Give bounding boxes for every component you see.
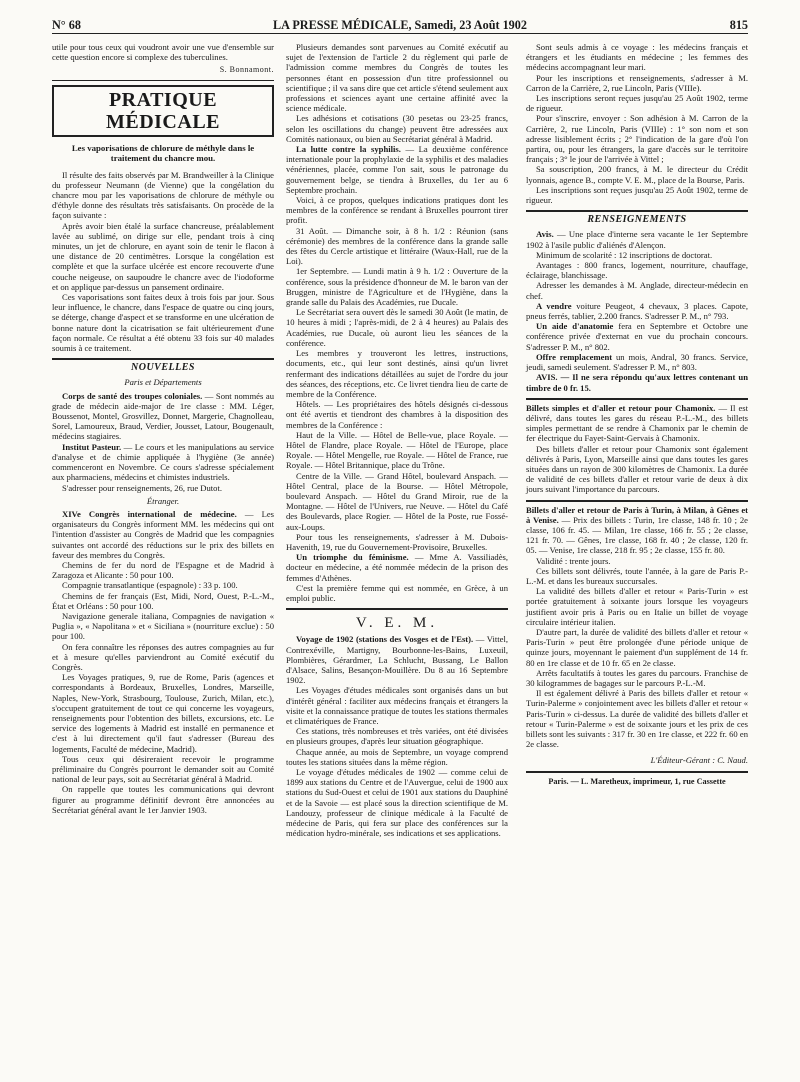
divider (526, 500, 748, 502)
keyword: Billets d'aller et retour de Paris à Turin, à Milan, à Gênes et à Venise. (526, 504, 748, 525)
issue-number: N° 68 (52, 18, 81, 32)
article-title: Les vaporisations de chlorure de méthyle dans le traitement du chancre mou. (71, 142, 255, 164)
paragraph: On rappelle que toutes les communications qui devront figurer au programme définitif devront être annoncées au Secrétariat général avant le 1er Janvier 1903. (52, 784, 274, 815)
divider (52, 358, 274, 360)
journal-title: LA PRESSE MÉDICALE, Samedi, 23 Août 1902 (273, 18, 527, 32)
column-2 (286, 42, 508, 838)
text: — Les organisateurs du Congrès informent MM. les médecins qui ont l'intention d'assister au Congrès de Madrid que les compagnies suivantes ont accordé des réductions sur le prix des billets en faveur des membres du Congrès. (52, 508, 274, 560)
paragraph: Plusieurs demandes sont parvenues au Comité exécutif au sujet de l'extension de l'article 2 du règlement qui parle de l'admission comme membres du Congrès de toutes les personnes étant en possession d'un titre professionnel ou scientifique ; il va sans dire que cet article s'étend seulement aux professions et sciences ayant une certaine affinité avec la science médicale. (286, 42, 508, 114)
divider (526, 398, 748, 400)
paragraph: Compagnie transatlantique (espagnole) : 33 p. 100. (62, 580, 238, 591)
paragraph: Avantages : 800 francs, logement, nourriture, chauffage, éclairage, blanchissage. (526, 260, 748, 281)
paragraph: Ces billets sont délivrés, toute l'année, à la gare de Paris P.-L.-M. et dans les bureaux succursales. (526, 565, 748, 586)
paragraph: On fera connaître les réponses des autres compagnies au fur et à mesure qu'elles parviendront au Comité exécutif du Congrès. (52, 641, 274, 672)
section-title: PRATIQUE MÉDICALE (52, 85, 274, 137)
keyword: Corps de santé des troupes coloniales. (62, 390, 203, 401)
paragraph: Les inscriptions seront reçues jusqu'au 25 Août 1902, terme de rigueur. (526, 93, 748, 114)
text: un mois, Andral, 30 francs. Service, jeudi, samedi seulement. S'adresser P. M., n° 803. (526, 351, 748, 373)
paragraph: 1er Septembre. — Lundi matin à 9 h. 1/2 : Ouverture de la conférence, sous la présidence d'honneur de M. le baron van der Bruggen, ministre de l'Agriculture et de l'Hygiène, dans la grande salle du Palais des Académies, rue Ducale. (286, 266, 508, 308)
text: — Une place d'interne sera vacante le 1er Septembre 1902 à l'asile public d'aliénés d'Alençon. (526, 229, 748, 250)
paragraph: Les inscriptions sont reçues jusqu'au 25 Août 1902, terme de rigueur. (526, 184, 748, 206)
paragraph: Minimum de scolarité : 12 inscriptions de doctorat. (536, 249, 713, 260)
divider (286, 608, 508, 610)
paragraph (526, 352, 748, 372)
imprint: Paris. — L. Maretheux, imprimeur, 1, rue Cassette (548, 776, 726, 786)
paragraph: Des billets d'aller et retour pour Chamonix sont également délivrés à Paris, Lyon, Marseille ainsi que dans toutes les gares situées dans un rayon de 300 kilomètres de Chamonix. La durée de validité de ces billets d'aller et retour varie de deux à dix jours suivant l'importance du parcours. (526, 443, 748, 495)
keyword: Billets simples et d'aller et retour pour Chamonix. (526, 402, 716, 413)
notice: AVIS. — Il ne sera répondu qu'aux lettres contenant un timbre de 0 fr. 15. (526, 372, 748, 393)
section-nouvelles: NOUVELLES (131, 362, 195, 374)
paragraph (286, 552, 508, 583)
paragraph (526, 403, 748, 444)
keyword: Institut Pasteur. (62, 441, 122, 452)
paragraph: Chemins de fer du nord de l'Espagne et de Madrid à Zaragoza et Alicante : 50 pour 100. (52, 559, 274, 581)
column-3 (526, 42, 748, 787)
paragraph (526, 372, 748, 392)
paragraph: S'adresser pour renseignements, 26, rue Dutot. (62, 482, 223, 493)
paragraph: Adresser les demandes à M. Anglade, directeur-médecin en chef. (526, 280, 748, 301)
paragraph (286, 634, 508, 685)
subsection-etranger: Étranger. (146, 495, 180, 506)
paragraph: Haut de la Ville. — Hôtel de Belle-vue, place Royale. — Hôtel de Flandre, place Royale. — Hôtel de l'Europe, place Royale. — Hôtel Mengelle, rue Royale. — Hôtel de France, rue Royale. — Hôtel Britannique, place du Trône. (286, 429, 508, 471)
paragraph: C'est la première femme qui est nommée, en Grèce, à un emploi public. (286, 582, 508, 603)
keyword: La lutte contre la syphilis. (296, 144, 401, 155)
paragraph: Sont seuls admis à ce voyage : les médecins français et étrangers et les étudiants en médecine ; les femmes des médecins accompagnant leur mari. (526, 42, 748, 73)
paragraph: Ces vaporisations sont faites deux à trois fois par jour. Sous leur influence, le chancre, dans l'espace de quatre ou cinq jours, se déterge, change d'aspect et se transforme en une ulcération de bonne nature dont la cicatrisation se fait ultérieurement d'une façon normale. Ce résultat a été obtenu 33 fois sur 40 malades soumis à ce traitement. (52, 292, 274, 354)
section-vem: V. E. M. (355, 615, 439, 632)
paragraph: D'autre part, la durée de validité des billets d'aller et retour « Paris-Turin » peut être prolongée d'une période unique de quinze jours, moyennant le paiement d'un supplément de 14 fr. 80 en 1re classe et de 10 fr. 65 en 2e classe. (526, 626, 748, 668)
paragraph: Le Secrétariat sera ouvert dès le samedi 30 Août (le matin, de 10 heures à midi ; l'après-midi, de 2 à 4 heures) au Palais des Académies, rue Ducale, où auront lieu les séances de la conférence. (286, 307, 508, 348)
paragraph: Arrêts facultatifs à toutes les gares du parcours. Franchise de 30 kilogrammes de bagages sur le parcours P.-L.-M. (526, 667, 748, 688)
paragraph: Il est également délivré à Paris des billets d'aller et retour « Turin-Palerme » conjointement avec les billets d'aller et retour « Paris-Turin » ci-dessus. La durée de validité des billets d'aller et retour « Turin-Palerme » est de soixante jours et les prix de ces billets sont les suivants : 317 fr. 30 en 1re classe, et 222 fr. 60 en 2e classe. (526, 688, 748, 750)
subsection-paris: Paris et Départements (124, 377, 202, 388)
section-renseignements: RENSEIGNEMENTS (587, 214, 687, 226)
paragraph: Validité : trente jours. (536, 555, 611, 566)
paragraph: Après avoir bien étalé la surface chancreuse, préalablement lavée au sublimé, on dirige sur elle, pendant trois à cinq minutes, un jet de chlorure, en ayant soin de tenir le flacon à une distance de 20 centimètres. Lorsque la congélation est complète et que la surface ulcérée est encore recouverte d'une couche neigeuse, on saupoudre le chancre avec de l'iodoforme et on applique par-dessus un pansement ordinaire. (52, 220, 274, 292)
paragraph: Pour tous les renseignements, s'adresser à M. Dubois-Havenith, 19, rue du Gouvernement-Provisoire, Bruxelles. (286, 531, 508, 552)
column-1 (52, 42, 274, 815)
paragraph: Voici, à ce propos, quelques indications pratiques dont les membres de la conférence se rendant à Bruxelles pourront tirer profit. (286, 195, 508, 226)
text: fera en Septembre et Octobre une conférence privée d'externat en vue du prochain concours. S'adresser P. M., n° 802. (526, 321, 748, 352)
paragraph (286, 144, 508, 195)
text: — La deuxième conférence internationale pour la prophylaxie de la syphilis et des maladies vénériennes, placée, comme l'on sait, sous le patronage du gouvernement belge, se tiendra à Bruxelles, du 1er au 6 Septembre prochain. (286, 144, 508, 195)
keyword: Voyage de 1902 (stations des Vosges et de l'Est). (296, 634, 474, 645)
paragraph (52, 391, 274, 442)
paragraph (526, 505, 748, 556)
text: — Vittel, Contrexéville, Martigny, Bourbonne-les-Bains, Luxeuil, Plombières, Gérardmer, La Schlucht, Bussang, Le Ballon d'Alsace, Salins, Besançon-Mouillère. Du 8 au 16 Septembre 1902. (286, 634, 508, 686)
intro-text: utile pour tous ceux qui voudront avoir une vue d'ensemble sur cette question encore si complexe des tuberculines. (52, 42, 274, 63)
text: — Sont nommés au grade de médecin aide-major de 1re classe : MM. Léger, Boussenot, Montel, Grosvillez, Donnet, Margerie, Chagnolleau, Sorel, Lamoureux, Braud, Verdier, Jousset, Latour, Bougenault, médecins stagiaires. (52, 390, 274, 442)
keyword: Un triomphe du féminisme. (296, 552, 409, 563)
paragraph: Il résulte des faits observés par M. Brandweiller à la Clinique du professeur Neumann (de Vienne) que la congélation du chancre mou par les vaporisations de chlorure de méthyle ou d'éthyle donne des résultats très satisfaisants. On procède de la façon suivante : (52, 169, 274, 221)
text: — Prix des billets : Turin, 1re classe, 148 fr. 10 ; 2e classe, 106 fr. 45. — Milan, 1re classe, 166 fr. 55 ; 2e classe, 121 fr. 70. — Gênes, 1re classe, 168 fr. 40 ; 2e classe, 120 fr. 05. — Venise, 1re classe, 218 fr. 95 ; 2e classe, 155 fr. 80. (526, 514, 748, 556)
paragraph: 31 Août. — Dimanche soir, à 8 h. 1/2 : Réunion (sans cérémonie) des membres de la conférence dans la grande salle des fêtes du Cercle artistique et littéraire (Waux-Hall, rue de la Loi). (286, 225, 508, 267)
divider (526, 771, 748, 773)
paragraph: Ces stations, très nombreuses et très variées, ont été divisées en plusieurs groupes, d'après leur situation géographique. (286, 726, 508, 747)
paragraph (526, 229, 748, 249)
paragraph: Hôtels. — Les propriétaires des hôtels désignés ci-dessous ont été avertis et tiendront des chambres à la disposition des membres de la Conférence : (286, 399, 508, 430)
paragraph: Centre de la Ville. — Grand Hôtel, boulevard Anspach. — Hôtel Central, place de la Bourse. — Hôtel Métropole, boulevard Anspach. — Hôtel du Grand Miroir, rue de la Montagne. — Hôtel de l'Univers, rue Neuve. — Hôtel du Café des Boulevards, place Rogier. — Hôtel de la Poste, rue Fossé-aux-Loups. (286, 470, 508, 532)
text: — Mme A. Vassiliadès, docteur en médecine, a été nommée médecin de la prison des femmes d'Athènes. (286, 552, 508, 583)
paragraph: Le voyage d'études médicales de 1902 — comme celui de 1899 aux stations du Centre et de l'Auvergue, celui de 1900 aux stations du Sud-Ouest et celui de 1901 aux stations du Dauphiné et de la Savoie — est placé sous la direction scientifique de M. Landouzy, professeur de clinique médicale à la Faculté de médecine de Paris, qui fera sur place des conférences sur la médication hydro-minérale, ses indications et ses applications. (286, 767, 508, 839)
paragraph: Les Voyages pratiques, 9, rue de Rome, Paris (agences et correspondants à Bordeaux, Bruxelles, Londres, Marseille, Naples, New-York, Strasbourg, Toulouse, Zurich, Milan, etc.), s'occupent gratuitement de tout ce qui concerne les voyageurs, renseignements pour l'obtention des billets, excursions, etc. Le service des logements à Madrid est installé en permanence et c'est à lui directement qu'il faut s'adresser (Bureau des logements, Faculté de médecine, Madrid). (52, 672, 274, 754)
paragraph (52, 442, 274, 483)
paragraph: Pour s'inscrire, envoyer : Son adhésion à M. Carron de la Carrière, 2, rue Lincoln, Paris (VIIIe) : 1° son nom et son adresse lisiblement écrits ; 2° l'indication de la gare d'où l'on partira, ou, pour les étrangers, la gare d'accès sur le territoire français ; 3° le jour de l'arrivée à Vittel ; (526, 113, 748, 165)
editor-credit: L'Éditeur-Gérant : C. Naud. (650, 755, 748, 766)
paragraph: Les Voyages d'études médicales sont organisés dans un but d'intérêt général : faciliter aux médecins français et étrangers la visite et la connaissance pratique de toutes les stations thermales et climatériques de France. (286, 685, 508, 726)
divider (52, 80, 274, 81)
paragraph: Les membres y trouveront les lettres, instructions, documents, etc., qui leur sont destinés, ainsi qu'un livret renfermant des indications détaillées au sujet de l'ordre du jour des séances, des réceptions, etc. Ce livret tiendra lieu de carte de membre de la Conférence. (286, 348, 508, 399)
paragraph: Chaque année, au mois de Septembre, un voyage comprend toutes les stations situées dans la même région. (286, 746, 508, 767)
paragraph (526, 301, 748, 321)
divider (526, 210, 748, 212)
text: — Il est délivré, dans toutes les gares du réseau P.-L.-M., des billets simples permettant de se rendre à Chamonix par le chemin de fer électrique du Fayet-Saint-Gervais à Chamonix. (526, 402, 748, 444)
text: voiture Peugeot, 4 chevaux, 3 places. Capote, pneus ferrés, tablier, 2.200 francs. S'adresser P. M., n° 793. (526, 300, 748, 322)
keyword: A vendre (536, 300, 572, 311)
paragraph: Navigazione generale italiana, Compagnies de navigation « Puglia », « Napolitana » et « Siciliana » (nourriture exclue) : 50 pour 100. (52, 610, 274, 642)
paragraph: Les adhésions et cotisations (30 pesetas ou 23-25 francs, selon les oscillations du change) peuvent être adressées aux Comités nationaux, ou bien au Secrétariat général à Madrid. (286, 113, 508, 144)
keyword: XIVe Congrès international de médecine. (62, 508, 237, 519)
keyword: Offre remplacement (536, 351, 613, 362)
paragraph: Tous ceux qui désireraient recevoir le programme préliminaire du Congrès pourront le demander soit au Comité national de leur pays, soit au Secrétariat général à Madrid. (52, 753, 274, 785)
page-header (52, 18, 748, 34)
keyword: Avis. (536, 229, 554, 240)
paragraph: La validité des billets d'aller et retour « Paris-Turin » est portée gratuitement à soixante jours lorsque les voyageurs justifient avoir pris à Paris ou en Italie un billet de voyage circulaire intérieur italien. (526, 586, 748, 627)
paragraph: Sa souscription, 200 francs, à M. le directeur du Crédit lyonnais, agence B., compte V. E. M., place de la Bourse, Paris. (526, 164, 748, 185)
paragraph: Pour les inscriptions et renseignements, s'adresser à M. Carron de la Carrière, 2, rue Lincoln, Paris (VIIIe). (526, 72, 748, 93)
paragraph (52, 509, 274, 560)
signature: S. Bonnamont. (219, 65, 274, 75)
paragraph: Chemins de fer français (Est, Midi, Nord, Ouest, P.-L.-M., État et Orléans : 50 pour 100. (52, 590, 274, 611)
page-number: 815 (729, 18, 748, 32)
keyword: Un aide d'anatomie (536, 321, 614, 332)
text: — Le cours et les manipulations au service d'analyse et de chimie appliquée à l'hygiène (3e année) commenceront en Novembre. Ce cours s'adresse spécialement aux pharmaciens, médecins et chimistes industriels. (52, 441, 274, 483)
paragraph (526, 321, 748, 352)
